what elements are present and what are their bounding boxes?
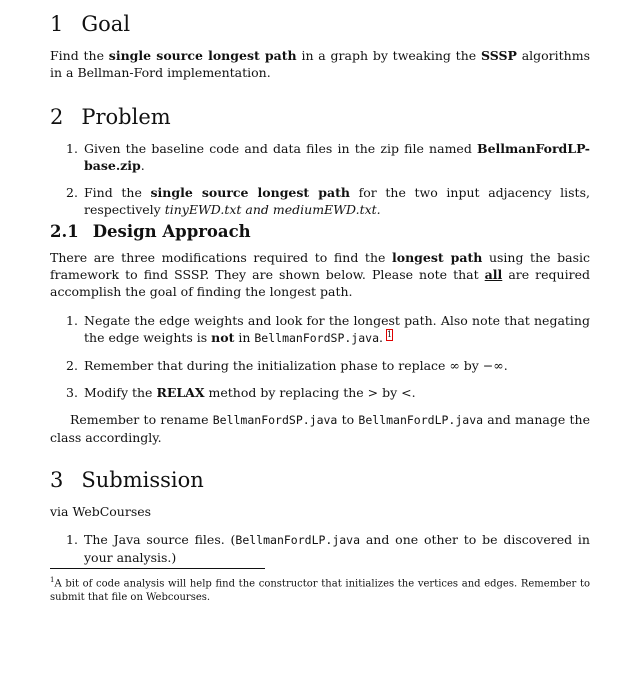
footnote-text: A bit of code analysis will help find the constructor that initializes the vertices and edges. Remember to submit that file on Webcourses.: [50, 578, 590, 604]
submission-paragraph: via WebCourses: [50, 504, 152, 519]
list-item: 1. The Java source files. (BellmanFordLP.java and one other to be discovered in your analysis.): [66, 532, 590, 565]
rename-paragraph: Remember to rename BellmanFordSP.java to BellmanFordLP.java and manage the class accordingly.: [50, 412, 590, 445]
section-title: Design Approach: [92, 222, 251, 241]
section-heading-submission: [50, 468, 204, 492]
section-heading-design-approach: [50, 222, 251, 241]
section-number: 1: [50, 12, 64, 36]
section-number: 2: [50, 105, 64, 129]
problem-list: [50, 140, 590, 218]
footnote-mark: 1: [50, 576, 55, 584]
footnote-reference[interactable]: 1: [386, 330, 393, 339]
section-heading-goal: [50, 12, 130, 36]
list-item: 2. Find the single source longest path for the two input adjacency lists, respectively tinyEWD.txt and mediumEWD.txt.: [66, 185, 590, 217]
list-item: 1. Given the baseline code and data files in the zip file named BellmanFordLP-base.zip.: [66, 141, 590, 173]
list-item: 1. Negate the edge weights and look for the longest path. Also note that negating the edge weights is not in BellmanFordSP.java. 1: [66, 313, 590, 346]
section-number: 2.1: [50, 222, 79, 241]
list-item: 3. Modify the RELAX method by replacing the > by <.: [66, 385, 416, 401]
section-title: Goal: [81, 12, 131, 36]
footnote-divider: [50, 568, 265, 569]
section-title: Submission: [81, 468, 204, 492]
footnote: [50, 573, 590, 605]
design-paragraph: There are three modifications required to find the longest path using the basic framework to find SSSP. They are shown below. Please note that all are required accomplish the goal of finding the longest path.: [50, 250, 590, 299]
submission-list: [50, 531, 590, 566]
section-title: Problem: [81, 105, 171, 129]
design-list: [50, 312, 590, 401]
section-heading-problem: [50, 105, 171, 129]
list-item: 2. Remember that during the initialization phase to replace ∞ by −∞.: [66, 358, 508, 374]
goal-paragraph: Find the single source longest path in a graph by tweaking the SSSP algorithms in a Bellman-Ford implementation.: [50, 48, 590, 80]
section-number: 3: [50, 468, 64, 492]
